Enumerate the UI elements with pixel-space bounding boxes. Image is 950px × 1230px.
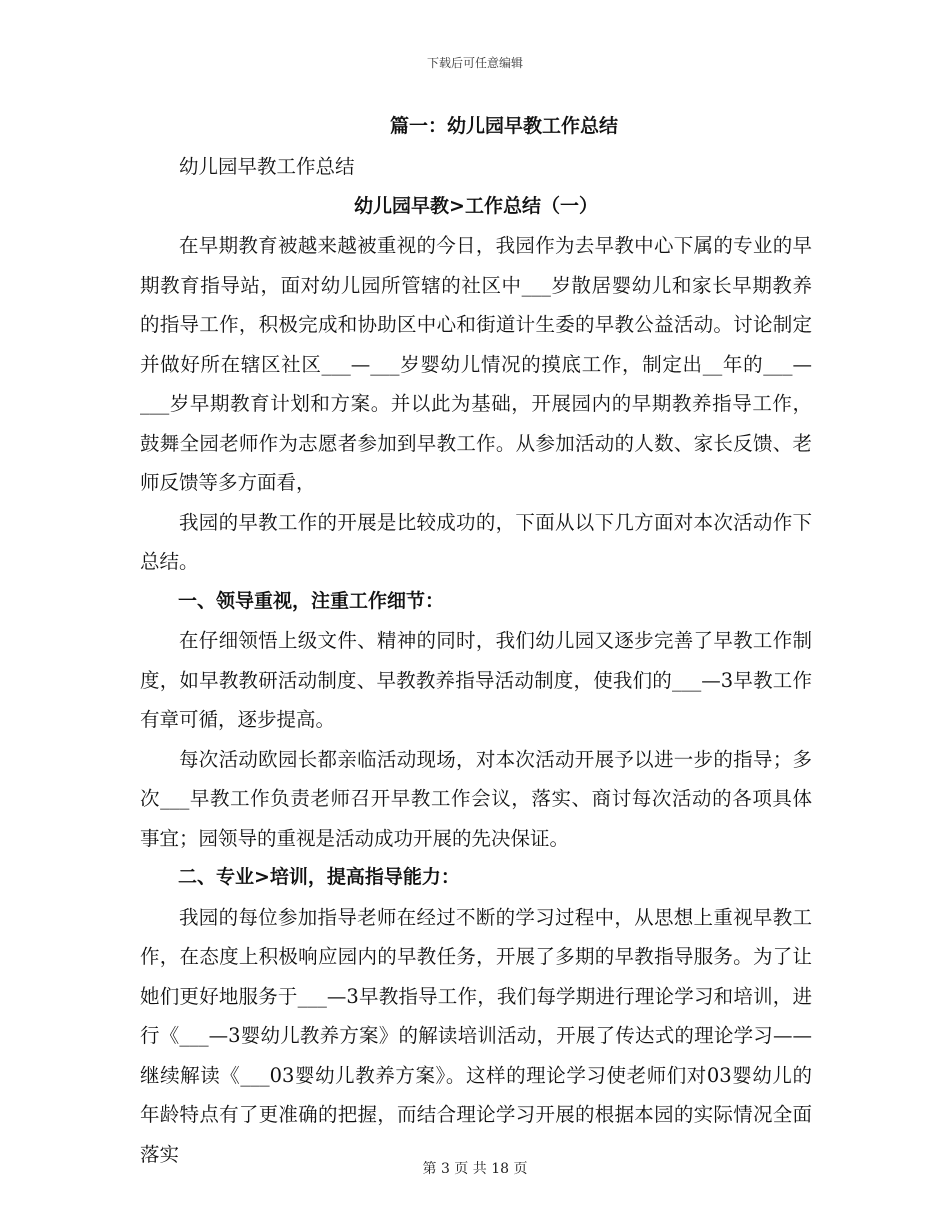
document-title: 篇一：幼儿园早教工作总结 <box>389 115 618 137</box>
document-body <box>140 106 812 1174</box>
section-1-paragraph: 在仔细领悟上级文件、精神的同时，我们幼儿园又逐步完善了早教工作制度，如早教教研活动制度、早教教养指导活动制度，使我们的___—3早教工作有章可循，逐步提高。 <box>140 629 812 731</box>
intro-line: 幼儿园早教工作总结 <box>179 155 355 178</box>
body-paragraph: 在早期教育被越来越被重视的今日，我园作为去早教中心下属的专业的早期教育指导站，面对幼儿园所管辖的社区中___岁散居婴幼儿和家长早期教养的指导工作，积极完成和协助区中心和街道计生委的早教公益活动。讨论制定并做好所在辖区社区___—___岁婴幼儿情况的摸底工作，制定出__年的___—___岁早期教育计划和方案。并以此为基础，开展园内的早期教养指导工作，鼓舞全园老师作为志愿者参加到早教工作。从参加活动的人数、家长反馈、老师反馈等多方面看， <box>140 234 812 494</box>
body-paragraph: 我园的早教工作的开展是比较成功的，下面从以下几方面对本次活动作下总结。 <box>140 510 812 573</box>
section-heading-2: 二、专业>培训，提高指导能力： <box>178 866 460 888</box>
page-number: 第 3 页 共 18 页 <box>422 1161 528 1177</box>
document-subtitle: 幼儿园早教>工作总结（一） <box>354 194 598 217</box>
section-2-paragraph: 我园的每位参加指导老师在经过不断的学习过程中，从思想上重视早教工作，在态度上积极响应园内的早教任务，开展了多期的早教指导服务。为了让她们更好地服务于___—3早教指导工作，我们每学期进行理论学习和培训，进行《___—3婴幼儿教养方案》的解读培训活动，开展了传达式的理论学习——继续解读《___03婴幼儿教养方案》。这样的理论学习使老师们对03婴幼儿的年龄特点有了更准确的把握，而结合理论学习开展的根据本园的实际情况全面落实 <box>140 905 812 1166</box>
section-heading-1: 一、领导重视，注重工作细节： <box>178 589 445 612</box>
section-1-paragraph: 每次活动欧园长都亲临活动现场，对本次活动开展予以进一步的指导；多次___早教工作负责老师召开早教工作会议，落实、商讨每次活动的各项具体事宜；园领导的重视是活动成功开展的先决保证。 <box>140 747 812 850</box>
page-header: 下载后可任意编辑 <box>426 56 523 70</box>
